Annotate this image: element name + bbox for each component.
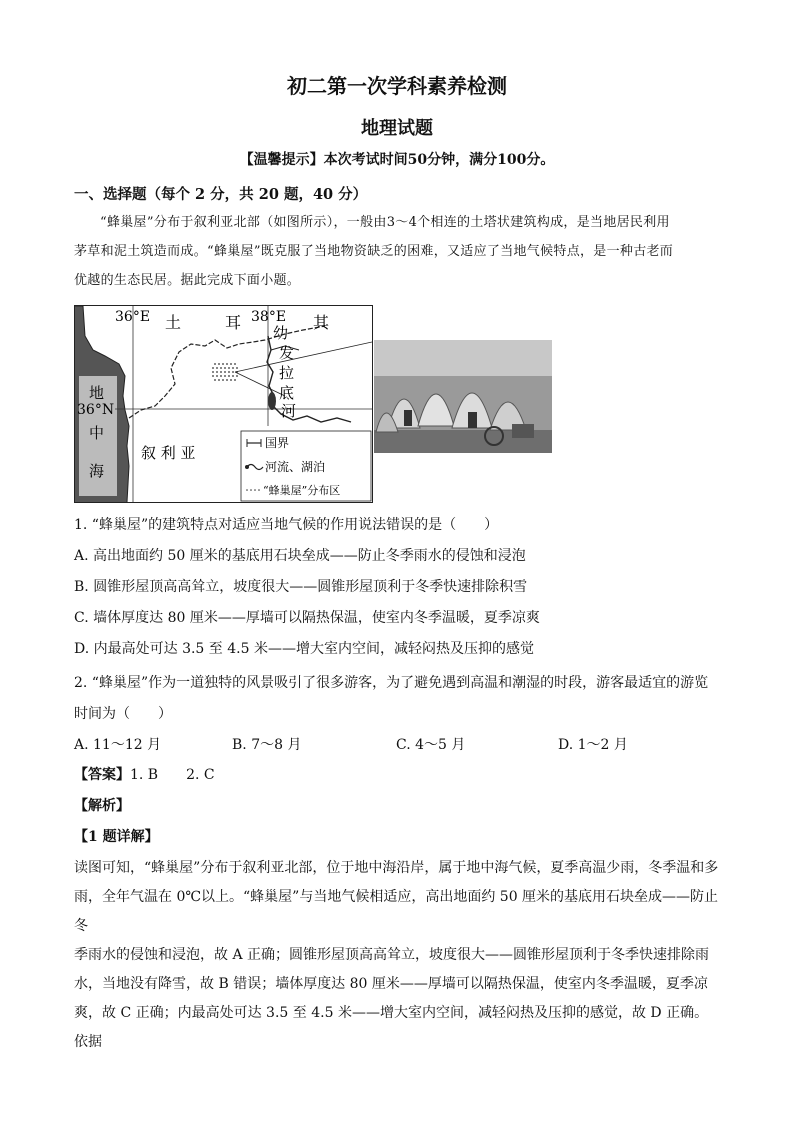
detail-line: 爽，故 C 正确；内最高处可达 3.5 至 4.5 米——增大室内空间，减轻闷热及压抑的感觉，故 D 正确。依据 (74, 1005, 709, 1050)
map-label-tu: 土 (165, 313, 182, 332)
map-lat-label: 36°N (77, 402, 115, 418)
detail-label: 【1 题详解】 (74, 829, 159, 845)
subject-title: 地理试题 (361, 118, 433, 139)
intro-line: 优越的生态民居。据此完成下面小题。 (74, 273, 301, 288)
section-heading: 一、选择题（每个 2 分，共 20 题，40 分） (74, 186, 368, 203)
detail-line: 雨，全年气温在 0℃以上。“蜂巢屋”与当地气候相适应，高出地面约 50 厘米的基底用石块垒成——防止冬 (74, 889, 719, 934)
intro-paragraph (74, 208, 720, 295)
map-sea-label: 海 (89, 462, 105, 480)
map-river-label: 拉 (279, 364, 295, 382)
question-1-option-d[interactable]: D. 内最高处可达 3.5 至 4.5 米——增大室内空间，减轻闷热及压抑的感觉 (74, 641, 534, 657)
map-lon1-label: 36°E (115, 309, 151, 325)
map-river-label: 幼 (273, 324, 289, 342)
question-2-option-b[interactable]: B. 7～8 月 (232, 737, 302, 753)
intro-line: “蜂巢屋”分布于叙利亚北部（如图所示），一般由3～4个相连的土塔状建筑构成，是当地居民利用 (100, 215, 670, 230)
question-2-option-a[interactable]: A. 11～12 月 (74, 737, 162, 753)
legend-river: 河流、湖泊 (265, 460, 326, 474)
map-sea-label: 地 (89, 384, 105, 402)
detail-line: 季雨水的侵蚀和浸泡，故 A 正确；圆锥形屋顶高高耸立，坡度很大——圆锥形屋顶利于冬季快速排除雨 (74, 947, 710, 963)
answer-text: 1. B 2. C (130, 767, 215, 783)
map-label-er: 耳 (225, 313, 242, 332)
question-2-stem: 2. “蜂巢屋”作为一道独特的风景吸引了很多游客，为了避免遇到高温和潮湿的时段，游客最适宜的游览 (74, 675, 709, 691)
map-syria-label: 叙 利 亚 (141, 444, 196, 462)
legend-hive-area: “蜂巢屋”分布区 (263, 484, 341, 497)
question-2-stem-cont: 时间为（ ） (74, 706, 172, 722)
question-2-options (74, 734, 720, 756)
map-river-label: 河 (281, 402, 297, 420)
question-1-stem: 1. “蜂巢屋”的建筑特点对适应当地气候的作用说法错误的是（ ） (74, 517, 499, 533)
intro-line: 茅草和泥土筑造而成。“蜂巢屋”既克服了当地物资缺乏的困难，又适应了当地气候特点，是一种古老而 (74, 244, 674, 259)
map-label-qi: 其 (313, 313, 330, 332)
detail-line: 读图可知，“蜂巢屋”分布于叙利亚北部，位于地中海沿岸，属于地中海气候，夏季高温少雨，冬季温和多 (74, 860, 719, 876)
detail-paragraph (74, 854, 720, 1057)
question-2-option-d[interactable]: D. 1～2 月 (558, 737, 628, 753)
question-1-option-c[interactable]: C. 墙体厚度达 80 厘米——厚墙可以隔热保温，使室内冬季温暖，夏季凉爽 (74, 610, 540, 626)
question-1-option-b[interactable]: B. 圆锥形屋顶高高耸立，坡度很大——圆锥形屋顶利于冬季快速排除积雪 (74, 579, 528, 595)
beehive-house-photo (374, 340, 552, 453)
exam-tip: 【温馨提示】本次考试时间50分钟，满分100分。 (239, 152, 555, 168)
map-sea-label: 中 (89, 424, 105, 442)
location-map (74, 305, 373, 503)
legend-border: 国界 (265, 436, 290, 450)
analysis-label: 【解析】 (74, 798, 130, 814)
question-2-option-c[interactable]: C. 4～5 月 (396, 737, 466, 753)
map-lon2-label: 38°E (251, 309, 287, 325)
map-river-label: 发 (279, 344, 295, 362)
answer-row (74, 764, 720, 784)
question-1-option-a[interactable]: A. 高出地面约 50 厘米的基底用石块垒成——防止冬季雨水的侵蚀和浸泡 (74, 548, 526, 564)
map-river-label: 底 (279, 384, 295, 402)
detail-line: 水，当地没有降雪，故 B 错误；墙体厚度达 80 厘米——厚墙可以隔热保温，使室内冬季温暖，夏季凉 (74, 976, 708, 992)
answer-label: 【答案】 (74, 767, 130, 783)
exam-title: 初二第一次学科素养检测 (287, 74, 507, 98)
